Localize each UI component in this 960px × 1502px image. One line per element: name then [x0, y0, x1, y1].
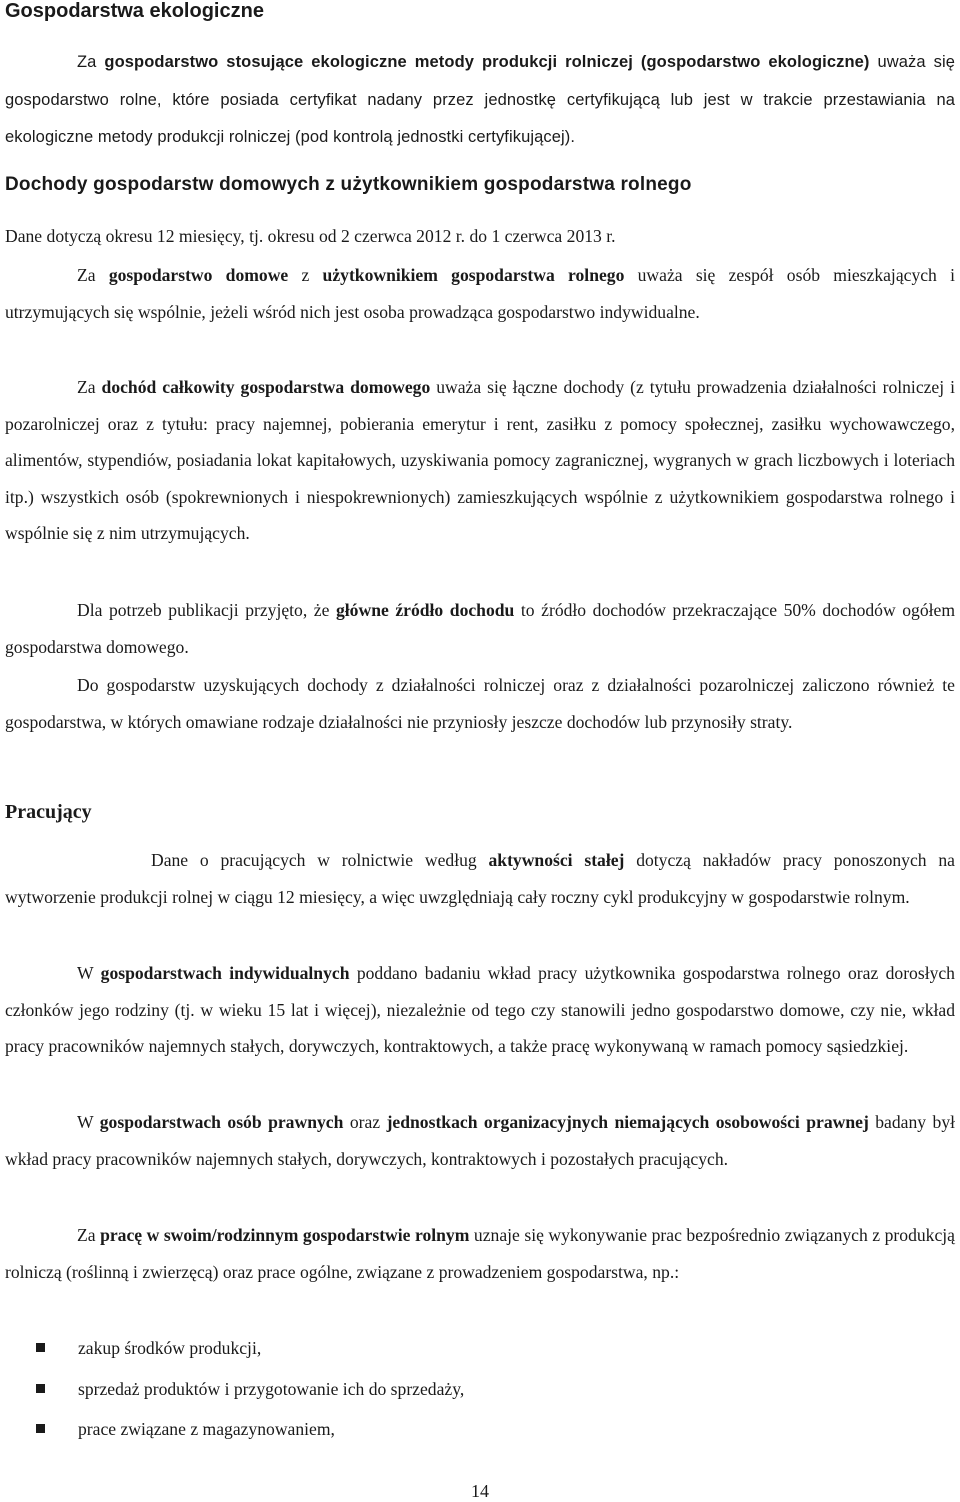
total-income-term: dochód całkowity gospodarstwa domowego	[101, 377, 431, 397]
working-p3-term-1: gospodarstwach osób prawnych	[99, 1112, 344, 1132]
total-income-text-a: Za	[77, 377, 102, 397]
mixed-income-text: Do gospodarstw uzyskujących dochody z działalności rolniczej oraz z działalności pozarolniczej zaliczono również te gospodarstwa, w których omawiane rodzaje działalności nie przyniosły jeszcze dochodów lub przynosiły straty.	[5, 675, 955, 732]
working-p3-text-c: oraz	[343, 1112, 387, 1132]
income-heading: Dochody gospodarstw domowych z użytkownikiem gospodarstwa rolnego	[5, 174, 692, 195]
income-period: Dane dotyczą okresu 12 miesięcy, tj. okresu od 2 czerwca 2012 r. do 1 czerwca 2013 r.	[5, 226, 616, 246]
working-paragraph-2	[5, 955, 955, 1065]
working-p2-term: gospodarstwach indywidualnych	[100, 963, 350, 983]
household-user-term: użytkownikiem gospodarstwa rolnego	[322, 265, 625, 285]
total-income-text-c: uważa się łączne dochody (z tytułu prowadzenia działalności rolniczej i pozarolniczej oraz z tytułu: pracy najemnej, pobierania emerytur i rent, zasiłku z pomocy społecznej, zasiłku wychowawczego, alimentów, stypendiów, posiadania lokat kapitałowych, uzyskiwania pomocy zagranicznej, wygranych w grach liczbowych i loteriach itp.) wszystkich osób (spokrewnionych i niespokrewnionych) zamieszkujących wspólnie z użytkownikiem gospodarstwa rolnego i wspólnie się z nim utrzymujących.	[5, 377, 955, 544]
square-bullet-icon	[36, 1424, 45, 1433]
household-definition	[5, 257, 955, 330]
household-text-a: Za	[77, 265, 109, 285]
working-p1-text-c: dotyczą nakładów pracy ponoszonych na wytworzenie produkcji rolnej w ciągu 12 miesięcy, a więc uwzględniają cały roczny cykl produkcyjny w gospodarstwie rolnym.	[5, 850, 955, 907]
working-p2-text-c: poddano badaniu wkład pracy użytkownika gospodarstwa rolnego oraz dorosłych członków jego rodziny (tj. w wieku 15 lat i więcej), niezależnie od tego czy stanowili jedno gospodarstwo domowe, czy nie, wkład pracy pracowników najemnych stałych, dorywczych, kontraktowych, a także pracę wykonywaną w ramach pomocy sąsiedzkiej.	[5, 963, 955, 1057]
square-bullet-icon	[36, 1384, 45, 1393]
working-paragraph-3	[5, 1104, 955, 1177]
main-source-term: główne źródło dochodu	[336, 600, 515, 620]
working-p3-text-a: W	[77, 1112, 100, 1132]
eco-farm-definition	[5, 44, 955, 157]
total-income-definition	[5, 369, 955, 552]
household-term: gospodarstwo domowe	[108, 265, 289, 285]
working-p3-term-2: jednostkach organizacyjnych niemających osobowości prawnej	[386, 1112, 869, 1132]
list-item-text: sprzedaż produktów i przygotowanie ich do sprzedaży,	[78, 1378, 465, 1399]
household-text-c: z	[288, 265, 323, 285]
section-title-eco-farms: Gospodarstwa ekologiczne	[5, 0, 264, 22]
mixed-income-paragraph	[5, 667, 955, 740]
working-p4-text-a: Za	[77, 1225, 101, 1245]
main-source-text-a: Dla potrzeb publikacji przyjęto, że	[77, 600, 336, 620]
working-p1-term: aktywności stałej	[488, 850, 625, 870]
working-p1-text-a: Dane o pracujących w rolnictwie według	[151, 850, 489, 870]
household-text-d: uważa się zespół osób mieszkających i utrzymujących się wspólnie, jeżeli wśród nich jest osoba prowadząca gospodarstwo indywidualne.	[5, 265, 955, 322]
square-bullet-icon	[36, 1343, 45, 1352]
section-title-working: Pracujący	[5, 801, 92, 823]
working-paragraph-4	[5, 1217, 955, 1290]
list-item-text: zakup środków produkcji,	[78, 1338, 262, 1358]
working-p3-text-d: badany był wkład pracy pracowników najemnych stałych, dorywczych, kontraktowych i pozostałych pracujących.	[5, 1112, 956, 1169]
list-item-text: prace związane z magazynowaniem,	[78, 1419, 335, 1439]
page-number: 14	[471, 1481, 489, 1501]
working-p4-term: pracę w swoim/rodzinnym gospodarstwie rolnym	[100, 1225, 470, 1245]
eco-text-a: Za	[77, 53, 105, 71]
working-paragraph-1	[5, 842, 955, 915]
main-source-text-c: to źródło dochodów przekraczające 50% dochodów ogółem gospodarstwa domowego.	[5, 600, 956, 657]
main-income-source-definition	[5, 592, 955, 665]
working-p2-text-a: W	[77, 963, 101, 983]
eco-text-c: uważa się gospodarstwo rolne, które posiada certyfikat nadany przez jednostkę certyfikującą lub jest w trakcie przestawiania na ekologiczne metody produkcji rolniczej (pod kontrolą jednostki certyfikującej).	[5, 53, 955, 146]
eco-term: gospodarstwo stosujące ekologiczne metody produkcji rolniczej (gospodarstwo ekologiczne)	[104, 53, 870, 71]
working-p4-text-c: uznaje się wykonywanie prac bezpośrednio związanych z produkcją rolniczą (roślinną i zwierzęcą) oraz prace ogólne, związane z prowadzeniem gospodarstwa, np.:	[5, 1225, 955, 1282]
